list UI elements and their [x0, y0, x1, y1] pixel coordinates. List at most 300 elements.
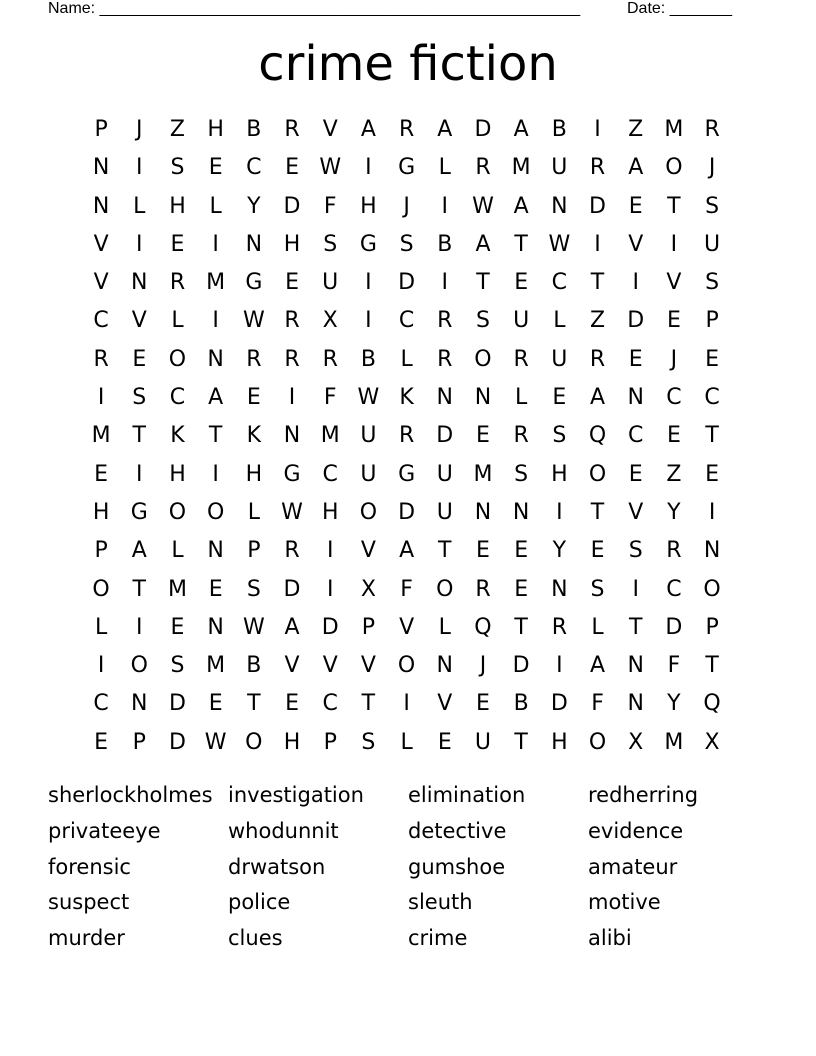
- grid-letter: S: [552, 423, 567, 449]
- grid-letter: V: [93, 270, 109, 296]
- word-list: [48, 778, 768, 957]
- grid-letter: N: [436, 385, 454, 411]
- grid-letter: V: [131, 308, 147, 334]
- grid-letter: I: [441, 193, 449, 219]
- grid-letter: H: [245, 461, 263, 487]
- grid-letter: I: [632, 576, 639, 602]
- grid-letter: E: [476, 691, 490, 717]
- grid-letter: I: [670, 231, 678, 257]
- grid-letter: G: [398, 461, 416, 487]
- grid-letter: T: [514, 614, 528, 640]
- grid-letter: R: [704, 117, 720, 142]
- grid-letter: R: [475, 155, 491, 181]
- grid-letter: P: [132, 729, 146, 755]
- grid-letter: R: [284, 538, 300, 564]
- grid-letter: H: [92, 499, 110, 525]
- grid-letter: M: [91, 423, 111, 449]
- grid-letter: W: [319, 155, 342, 181]
- grid-letter: R: [666, 538, 682, 564]
- grid-letter: L: [515, 385, 528, 411]
- grid-letter: I: [632, 270, 639, 296]
- grid-letter: T: [590, 270, 605, 296]
- grid-letter: I: [136, 231, 143, 257]
- grid-letter: P: [94, 538, 108, 564]
- grid-letter: A: [208, 385, 224, 411]
- grid-letter: E: [514, 270, 529, 296]
- grid-letter: C: [704, 385, 720, 411]
- grid-letter: A: [360, 117, 376, 142]
- grid-letter: U: [322, 270, 339, 296]
- grid-letter: T: [590, 499, 605, 525]
- grid-letter: Z: [666, 461, 682, 487]
- grid-letter: E: [628, 346, 643, 372]
- grid-letter: U: [436, 499, 453, 525]
- grid-letter: Q: [703, 691, 721, 717]
- grid-letter: C: [398, 308, 415, 334]
- grid-letter: N: [131, 691, 148, 717]
- grid-letter: W: [548, 231, 571, 257]
- grid-letter: U: [551, 155, 568, 181]
- grid-letter: L: [94, 614, 108, 640]
- grid-letter: N: [627, 691, 644, 717]
- grid-letter: L: [171, 538, 184, 564]
- grid-letter: G: [359, 231, 377, 257]
- grid-letter: L: [400, 729, 413, 755]
- grid-letter: M: [167, 576, 187, 602]
- grid-letter: K: [246, 423, 262, 449]
- grid-letter: E: [514, 538, 529, 564]
- grid-letter: M: [664, 117, 684, 142]
- grid-letter: B: [513, 691, 529, 717]
- grid-letter: R: [284, 117, 300, 142]
- grid-letter: T: [247, 691, 261, 717]
- grid-letter: Q: [588, 423, 607, 449]
- grid-letter: T: [208, 423, 223, 449]
- grid-letter: E: [285, 270, 299, 296]
- grid-letter: E: [705, 461, 720, 487]
- grid-letter: S: [705, 270, 720, 296]
- grid-letter: P: [705, 308, 719, 334]
- grid-letter: W: [242, 614, 265, 640]
- grid-letter: S: [170, 155, 185, 181]
- grid-letter: C: [322, 461, 338, 487]
- grid-letter: W: [242, 308, 265, 334]
- grid-letter: R: [475, 576, 491, 602]
- grid-letter: R: [93, 346, 109, 372]
- grid-letter: H: [169, 461, 186, 487]
- grid-letter: E: [208, 576, 223, 602]
- word-list-item: murder: [48, 926, 125, 951]
- grid-letter: I: [708, 499, 716, 525]
- grid-letter: O: [665, 155, 683, 181]
- grid-letter: W: [204, 729, 227, 755]
- grid-letter: R: [284, 308, 300, 334]
- grid-letter: J: [670, 346, 678, 372]
- grid-letter: I: [365, 155, 372, 181]
- grid-letter: I: [365, 270, 372, 296]
- grid-letter: C: [322, 691, 338, 717]
- grid-letter: R: [246, 346, 262, 372]
- grid-letter: I: [136, 155, 143, 181]
- grid-letter: G: [283, 461, 301, 487]
- word-list-item: drwatson: [228, 854, 326, 879]
- grid-letter: D: [398, 499, 416, 525]
- grid-letter: I: [212, 231, 219, 257]
- grid-letter: A: [437, 117, 453, 142]
- grid-letter: N: [207, 538, 224, 564]
- grid-letter: S: [323, 231, 338, 257]
- grid-letter: N: [92, 193, 110, 219]
- word-list-item: elimination: [408, 783, 526, 807]
- grid-letter: M: [206, 653, 226, 679]
- grid-letter: B: [246, 117, 262, 142]
- grid-letter: V: [437, 691, 453, 717]
- grid-letter: T: [476, 270, 490, 296]
- grid-letter: Q: [474, 614, 492, 640]
- grid-letter: A: [513, 117, 529, 142]
- grid-letter: R: [513, 423, 529, 449]
- grid-letter: E: [514, 576, 529, 602]
- grid-letter: V: [628, 499, 644, 525]
- grid-letter: L: [438, 614, 451, 640]
- grid-letter: H: [283, 231, 301, 257]
- grid-letter: T: [514, 729, 528, 755]
- grid-letter: R: [398, 117, 415, 142]
- grid-letter: E: [666, 308, 681, 334]
- grid-letter: A: [513, 193, 529, 219]
- grid-letter: X: [704, 729, 720, 755]
- grid-letter: C: [551, 270, 568, 296]
- grid-letter: F: [400, 576, 413, 602]
- grid-letter: E: [132, 346, 147, 372]
- word-list-item: investigation: [228, 783, 364, 807]
- word-list-item: whodunnit: [228, 818, 339, 843]
- grid-letter: E: [628, 193, 643, 219]
- grid-letter: E: [437, 729, 452, 755]
- grid-letter: N: [245, 231, 263, 257]
- word-list-item: suspect: [48, 890, 130, 915]
- grid-letter: B: [551, 117, 567, 142]
- grid-letter: E: [285, 691, 299, 717]
- word-list-item: evidence: [588, 818, 684, 843]
- grid-letter: M: [320, 423, 340, 449]
- grid-letter: S: [132, 385, 147, 411]
- grid-letter: G: [245, 270, 263, 296]
- grid-letter: T: [705, 653, 719, 679]
- grid-letter: O: [168, 499, 187, 525]
- grid-letter: F: [323, 385, 337, 411]
- grid-letter: D: [665, 614, 683, 640]
- grid-letter: R: [437, 346, 453, 372]
- grid-letter: E: [666, 423, 681, 449]
- grid-letter: M: [206, 270, 226, 296]
- grid-letter: I: [594, 117, 601, 142]
- grid-letter: G: [130, 499, 148, 525]
- grid-letter: V: [322, 117, 338, 142]
- word-list-item: forensic: [48, 854, 131, 879]
- grid-letter: H: [283, 729, 301, 755]
- grid-letter: O: [130, 653, 148, 679]
- grid-letter: J: [479, 653, 487, 679]
- grid-letter: H: [551, 461, 568, 487]
- grid-letter: D: [168, 691, 186, 717]
- grid-letter: L: [591, 614, 604, 640]
- grid-letter: U: [551, 346, 568, 372]
- grid-letter: I: [288, 385, 296, 411]
- grid-letter: P: [94, 117, 108, 142]
- name-field-line: Name: ______________________________________________________: [48, 0, 581, 17]
- grid-letter: O: [588, 729, 607, 755]
- grid-letter: S: [246, 576, 261, 602]
- grid-letter: E: [208, 691, 223, 717]
- grid-letter: S: [399, 231, 414, 257]
- grid-letter: R: [589, 155, 606, 181]
- grid-letter: N: [207, 614, 224, 640]
- grid-letter: R: [284, 346, 300, 372]
- grid-letter: O: [168, 346, 187, 372]
- grid-letter: V: [399, 614, 415, 640]
- grid-letter: I: [97, 653, 105, 679]
- grid-letter: V: [322, 653, 338, 679]
- grid-letter: M: [473, 461, 493, 487]
- grid-letter: F: [323, 193, 337, 219]
- word-list-item: detective: [408, 818, 507, 843]
- grid-letter: U: [436, 461, 453, 487]
- word-list-item: amateur: [588, 854, 678, 879]
- word-list-item: clues: [228, 926, 283, 951]
- grid-letter: M: [664, 729, 684, 755]
- word-list-item: privateeye: [48, 818, 161, 843]
- grid-letter: N: [131, 270, 148, 296]
- grid-letter: Z: [628, 117, 644, 142]
- grid-letter: C: [628, 423, 644, 449]
- grid-letter: I: [403, 691, 410, 717]
- grid-letter: Y: [667, 499, 681, 525]
- grid-letter: S: [361, 729, 376, 755]
- grid-letter: U: [360, 461, 377, 487]
- grid-letter: I: [556, 653, 563, 679]
- grid-letter: N: [627, 385, 644, 411]
- grid-letter: A: [628, 155, 644, 181]
- grid-letter: O: [359, 499, 378, 525]
- grid-letter: A: [284, 614, 300, 640]
- date-field-line: Date: _______: [627, 0, 732, 17]
- grid-letter: R: [322, 346, 338, 372]
- grid-letter: D: [512, 653, 530, 679]
- grid-letter: E: [208, 155, 223, 181]
- grid-letter: M: [511, 155, 531, 181]
- grid-letter: R: [589, 346, 606, 372]
- grid-letter: V: [666, 270, 682, 296]
- grid-letter: E: [590, 538, 605, 564]
- grid-letter: I: [136, 614, 143, 640]
- grid-letter: J: [708, 155, 716, 181]
- grid-letter: T: [667, 193, 681, 219]
- grid-letter: A: [475, 231, 491, 257]
- word-list-item: sherlockholmes: [48, 783, 213, 807]
- grid-letter: I: [136, 461, 143, 487]
- grid-letter: S: [170, 653, 185, 679]
- grid-letter: U: [474, 729, 492, 755]
- grid-letter: V: [284, 653, 300, 679]
- grid-letter: D: [168, 729, 186, 755]
- grid-letter: W: [357, 385, 380, 411]
- grid-letter: L: [438, 155, 451, 181]
- grid-letter: S: [628, 538, 643, 564]
- grid-letter: S: [475, 308, 490, 334]
- grid-letter: C: [666, 385, 682, 411]
- grid-letter: T: [438, 538, 452, 564]
- grid-letter: D: [589, 193, 606, 219]
- grid-letter: R: [551, 614, 567, 640]
- grid-letter: R: [169, 270, 186, 296]
- grid-letter: A: [590, 385, 606, 411]
- grid-letter: D: [283, 193, 301, 219]
- grid-letter: X: [360, 576, 376, 602]
- grid-letter: L: [247, 499, 260, 525]
- grid-letter: D: [436, 423, 454, 449]
- grid-letter: P: [323, 729, 337, 755]
- grid-letter: N: [703, 538, 721, 564]
- grid-letter: X: [322, 308, 338, 334]
- grid-letter: L: [553, 308, 566, 334]
- grid-letter: H: [551, 729, 568, 755]
- grid-letter: E: [476, 423, 490, 449]
- grid-letter: A: [399, 538, 415, 564]
- word-list-item: alibi: [588, 926, 632, 951]
- grid-letter: K: [170, 423, 185, 449]
- grid-letter: B: [437, 231, 453, 257]
- grid-letter: P: [247, 538, 261, 564]
- word-list-item: sleuth: [408, 890, 473, 915]
- grid-letter: C: [93, 308, 109, 334]
- grid-letter: E: [246, 385, 261, 411]
- grid-letter: N: [207, 346, 224, 372]
- grid-letter: O: [588, 461, 607, 487]
- grid-letter: J: [136, 117, 143, 142]
- grid-letter: F: [591, 691, 604, 717]
- grid-letter: H: [360, 193, 377, 219]
- grid-letter: T: [361, 691, 376, 717]
- grid-letter: T: [132, 423, 146, 449]
- grid-letter: T: [628, 614, 643, 640]
- grid-letter: U: [360, 423, 377, 449]
- grid-letter: L: [171, 308, 184, 334]
- grid-letter: L: [133, 193, 146, 219]
- grid-letter: D: [550, 691, 568, 717]
- grid-letter: E: [476, 538, 490, 564]
- grid-letter: E: [94, 729, 109, 755]
- grid-letter: L: [400, 346, 413, 372]
- grid-letter: I: [594, 231, 601, 257]
- grid-letter: I: [326, 576, 334, 602]
- grid-letter: Z: [589, 308, 606, 334]
- grid-letter: V: [360, 538, 376, 564]
- grid-letter: N: [474, 499, 492, 525]
- grid-letter: G: [398, 155, 416, 181]
- grid-letter: I: [556, 499, 563, 525]
- word-list-item: crime: [408, 926, 468, 951]
- word-search-grid: [82, 111, 731, 762]
- grid-letter: W: [472, 193, 494, 219]
- grid-letter: E: [170, 231, 185, 257]
- grid-letter: Y: [552, 538, 567, 564]
- grid-letter: S: [705, 193, 720, 219]
- word-list-item: gumshoe: [408, 854, 506, 879]
- grid-letter: A: [590, 653, 606, 679]
- grid-letter: E: [285, 155, 299, 181]
- grid-letter: O: [245, 729, 263, 755]
- grid-letter: L: [209, 193, 222, 219]
- grid-letter: I: [212, 308, 219, 334]
- word-list-item: motive: [588, 890, 661, 915]
- grid-letter: X: [628, 729, 644, 755]
- grid-letter: I: [326, 538, 334, 564]
- grid-letter: E: [705, 346, 720, 372]
- grid-letter: S: [514, 461, 529, 487]
- grid-letter: R: [437, 308, 453, 334]
- grid-letter: R: [513, 346, 529, 372]
- grid-letter: C: [93, 691, 109, 717]
- grid-letter: P: [361, 614, 376, 640]
- grid-letter: V: [360, 653, 376, 679]
- grid-letter: V: [628, 231, 644, 257]
- word-list-item: police: [228, 890, 291, 915]
- grid-letter: Y: [667, 691, 681, 717]
- grid-letter: T: [705, 423, 719, 449]
- grid-letter: C: [666, 576, 682, 602]
- grid-letter: O: [92, 576, 110, 602]
- grid-letter: N: [474, 385, 492, 411]
- grid-letter: N: [436, 653, 454, 679]
- word-list-item: redherring: [588, 783, 699, 807]
- grid-letter: O: [703, 576, 721, 602]
- grid-letter: O: [206, 499, 225, 525]
- grid-letter: D: [627, 308, 645, 334]
- grid-letter: O: [474, 346, 492, 372]
- page-title: crime fiction: [258, 36, 558, 92]
- grid-letter: D: [283, 576, 301, 602]
- grid-letter: U: [704, 231, 721, 257]
- grid-letter: N: [627, 653, 644, 679]
- grid-letter: C: [246, 155, 262, 181]
- grid-letter: D: [398, 270, 416, 296]
- grid-letter: T: [132, 576, 146, 602]
- grid-letter: I: [441, 270, 449, 296]
- grid-letter: F: [667, 653, 681, 679]
- grid-letter: D: [474, 117, 492, 142]
- grid-letter: I: [97, 385, 105, 411]
- grid-letter: B: [360, 346, 376, 372]
- grid-letter: A: [131, 538, 147, 564]
- grid-letter: T: [514, 231, 528, 257]
- grid-letter: N: [283, 423, 301, 449]
- grid-letter: H: [207, 117, 224, 142]
- grid-letter: J: [403, 193, 410, 219]
- grid-letter: E: [170, 614, 185, 640]
- grid-letter: E: [628, 461, 643, 487]
- grid-letter: D: [321, 614, 339, 640]
- grid-letter: E: [94, 461, 109, 487]
- grid-letter: W: [281, 499, 303, 525]
- grid-letter: S: [590, 576, 605, 602]
- grid-letter: O: [436, 576, 454, 602]
- grid-letter: N: [92, 155, 110, 181]
- grid-letter: Y: [247, 193, 261, 219]
- grid-letter: I: [365, 308, 372, 334]
- grid-letter: H: [321, 499, 339, 525]
- grid-letter: K: [399, 385, 414, 411]
